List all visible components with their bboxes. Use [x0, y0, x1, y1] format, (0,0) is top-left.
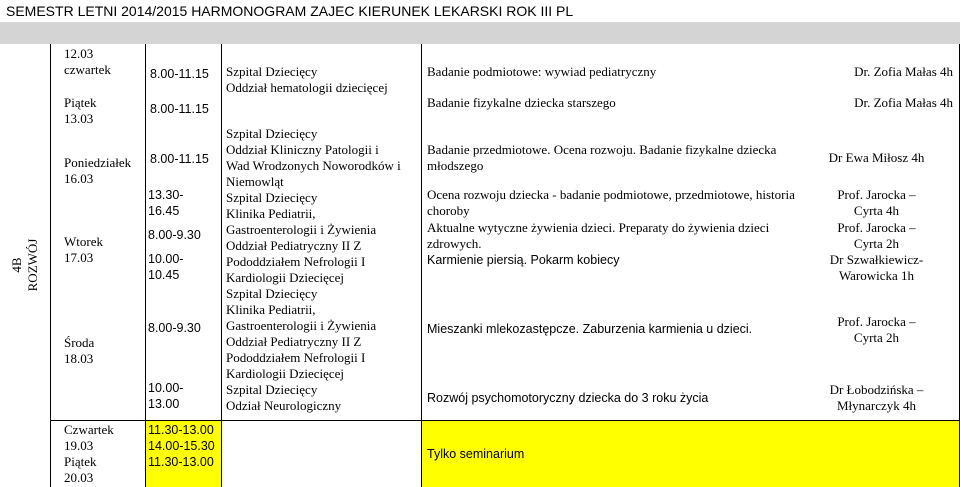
time-cell: 13.30- 16.45	[148, 188, 184, 218]
topic-cell: Aktualne wytyczne żywienia dzieci. Preparaty do żywienia dzieci zdrowych.	[427, 220, 770, 251]
group-label	[0, 44, 50, 487]
teacher-cell: Dr Łobodzińska – Młynarczyk 4h	[829, 382, 924, 413]
group-code: 4B	[9, 257, 24, 273]
topic-cell: Rozwój psychomotoryczny dziecka do 3 roku życia	[427, 391, 709, 405]
day-cell: Poniedziałek 16.03	[64, 155, 132, 186]
time-cell: 11.30-13.00 14.00-15.30 11.30-13.00	[148, 423, 215, 469]
place-cell: Szpital Dziecięcy Oddział Kliniczny Patologii i Wad Wrodzonych Noworodków i Niemowląt	[226, 126, 401, 189]
teacher-cell: Prof. Jarocka – Cyrta 4h	[837, 187, 916, 218]
teacher-cell: Dr Szwałkiewicz- Warowicka 1h	[829, 252, 924, 283]
teacher-cell: Dr. Zofia Małas 4h	[854, 95, 953, 110]
time-cell: 8.00-9.30	[148, 228, 201, 242]
day-cell: Środa 18.03	[64, 335, 95, 366]
topic-cell: Karmienie piersią. Pokarm kobiecy	[427, 253, 620, 267]
teacher-cell: Prof. Jarocka – Cyrta 2h	[837, 220, 916, 251]
header-band	[0, 22, 960, 44]
day-cell: Piątek 13.03	[64, 95, 97, 126]
topic-cell: Tylko seminarium	[427, 447, 525, 461]
time-cell: 8.00-11.15	[150, 152, 209, 166]
time-cell: 8.00-11.15	[150, 67, 209, 81]
teacher-cell: Prof. Jarocka – Cyrta 2h	[837, 314, 916, 345]
day-cell: Czwartek 19.03 Piątek 20.03	[64, 422, 114, 485]
teacher-cell: Dr. Zofia Małas 4h	[854, 64, 953, 79]
topic-cell: Badanie podmiotowe: wywiad pediatryczny	[427, 64, 657, 79]
time-cell: 8.00-9.30	[148, 321, 201, 335]
group-subject: ROZWÓJ	[25, 238, 40, 292]
day-cell: 12.03 czwartek	[64, 46, 111, 77]
time-cell: 10.00- 10.45	[148, 252, 184, 282]
topic-cell: Ocena rozwoju dziecka - badanie podmiotowe, przedmiotowe, historia choroby	[427, 187, 795, 218]
day-cell: Wtorek 17.03	[64, 234, 103, 265]
time-cell: 8.00-11.15	[150, 102, 209, 116]
place-cell: Szpital Dziecięcy Odział Neurologiczny	[226, 382, 342, 413]
topic-cell: Badanie przedmiotowe. Ocena rozwoju. Badanie fizykalne dziecka młodszego	[427, 142, 777, 173]
place-cell: Szpital Dziecięcy Klinika Pediatrii, Gastroenterologii i Żywienia Oddział Pediatryczny II Z Pododdziałem Nefrologii I Kardiologii Dziecięcej	[226, 286, 377, 381]
teacher-cell: Dr Ewa Miłosz 4h	[828, 150, 925, 165]
place-cell: Szpital Dziecięcy Oddział hematologii dziecięcej	[226, 64, 388, 95]
time-cell: 10.00- 13.00	[148, 381, 184, 411]
document-title: SEMESTR LETNI 2014/2015 HARMONOGRAM ZAJEC KIERUNEK LEKARSKI ROK III PL	[6, 3, 574, 19]
topic-cell: Badanie fizykalne dziecka starszego	[427, 95, 616, 110]
place-cell: Szpital Dziecięcy Klinika Pediatrii, Gastroenterologii i Żywienia Oddział Pediatryczny II Z Pododdziałem Nefrologii I Kardiologii Dziecięcej	[226, 190, 377, 285]
schedule-table	[0, 44, 960, 487]
topic-cell: Mieszanki mlekozastępcze. Zaburzenia karmienia u dzieci.	[427, 322, 753, 336]
